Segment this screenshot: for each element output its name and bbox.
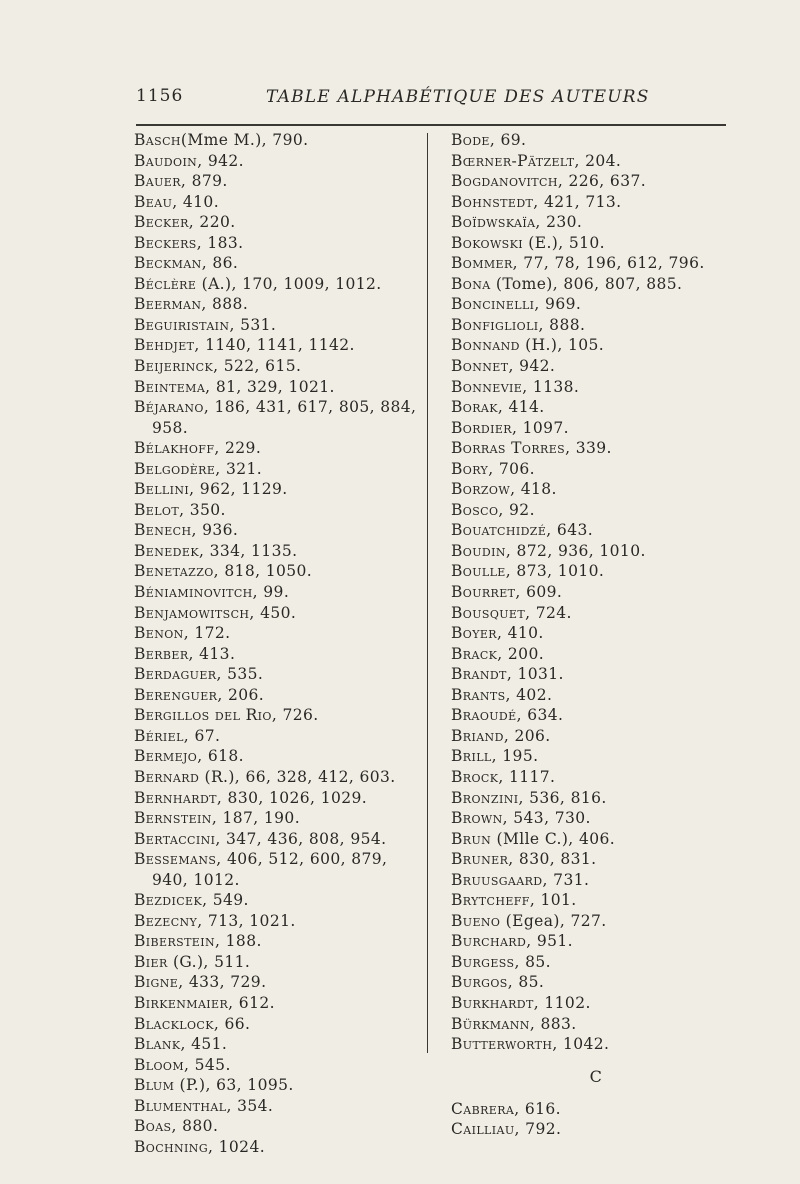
index-entry — [134, 520, 420, 541]
author-name: Benech — [134, 521, 192, 540]
index-entry — [451, 664, 741, 685]
index-entry — [451, 1014, 741, 1035]
index-entry — [134, 993, 420, 1014]
index-entry — [451, 130, 741, 151]
page-references: , 1102. — [533, 993, 591, 1012]
author-name: Bogdanovitch — [451, 172, 558, 191]
page-references: , 969. — [534, 295, 582, 314]
index-entry — [451, 972, 741, 993]
page-references: , 334, 1135. — [198, 541, 298, 560]
author-name: Bonnet — [451, 357, 509, 376]
index-entry — [451, 603, 741, 624]
page-references: , 85. — [514, 952, 551, 971]
page-references: , 206. — [217, 685, 265, 704]
page-references: , 85. — [507, 973, 545, 992]
section-letter: C — [589, 1066, 603, 1086]
index-entry — [451, 520, 741, 541]
index-entry — [451, 438, 741, 459]
author-name: Borak — [451, 398, 498, 417]
index-entry — [134, 171, 420, 192]
page-references: (R.), 66, 328, 412, 603. — [199, 767, 396, 786]
author-name: Beintema — [134, 377, 206, 396]
index-entry — [451, 788, 741, 809]
page-references: , 200. — [497, 644, 545, 663]
author-name: Bourret — [451, 583, 516, 602]
page-references: , 339. — [565, 439, 612, 458]
author-name: Berdaguer — [134, 665, 217, 684]
author-name: Bloom — [134, 1055, 184, 1074]
page-references: (A.), 170, 1009, 1012. — [196, 274, 382, 293]
page-references: , 830, 1026, 1029. — [216, 788, 368, 807]
author-name: Brown — [451, 809, 503, 828]
page-references: , 347, 436, 808, 954. — [215, 829, 387, 848]
page-references: , 1097. — [511, 418, 569, 437]
page-header — [136, 86, 726, 114]
author-name: Beguiristain — [134, 315, 230, 334]
index-entry — [134, 212, 420, 233]
page-references: (Mme M.), 790. — [180, 131, 309, 149]
page-references: , 413. — [188, 644, 236, 663]
author-name: Boyer — [451, 624, 497, 643]
author-name: Bronzini — [451, 788, 519, 807]
author-name: Bürkmann — [451, 1014, 530, 1033]
index-entry — [451, 294, 741, 315]
index-entry — [451, 459, 741, 480]
page-references: , 531. — [229, 315, 277, 334]
index-entry — [134, 1034, 420, 1055]
index-entry — [451, 726, 741, 747]
author-name: Borzow — [451, 480, 511, 499]
index-entry — [451, 397, 741, 418]
right-column — [451, 130, 741, 1140]
page-references: (E.), 510. — [522, 233, 605, 252]
page-references: , 99. — [252, 583, 290, 602]
author-name: Benjamowitsch — [134, 603, 250, 622]
index-entry — [134, 315, 420, 336]
page-references: , 962, 1129. — [189, 480, 288, 499]
author-name: Beerman — [134, 295, 202, 314]
index-entry — [134, 561, 420, 582]
left-column — [134, 130, 420, 1157]
page-references: , 522, 615. — [213, 357, 302, 376]
index-entry — [134, 356, 420, 377]
author-name: Bigne — [134, 973, 179, 992]
author-name: Bélakhoff — [134, 439, 215, 458]
author-name: Bériel — [134, 726, 184, 745]
index-entry — [451, 418, 741, 439]
index-entry — [451, 685, 741, 706]
author-name: Bueno — [451, 911, 501, 930]
index-entry — [451, 479, 741, 500]
author-name: Béclère — [134, 274, 197, 293]
index-entry — [134, 911, 420, 932]
index-entry — [451, 952, 741, 973]
index-entry — [451, 849, 741, 870]
author-name: Burkhardt — [451, 993, 534, 1012]
index-entry — [451, 500, 741, 521]
index-entry — [134, 1116, 420, 1137]
author-name: Boudin — [451, 541, 506, 560]
author-name: Bona — [451, 274, 491, 293]
page-references: , 204. — [574, 151, 622, 170]
index-entry — [134, 664, 420, 685]
index-entry — [134, 746, 420, 767]
author-name: Bordier — [451, 418, 512, 437]
index-entry — [134, 541, 420, 562]
index-entry — [134, 644, 420, 665]
page-references: , 830, 831. — [508, 850, 597, 869]
author-name: Bessemans — [134, 850, 217, 869]
index-entry — [451, 1034, 741, 1055]
page-references: , 634. — [516, 706, 564, 725]
index-entry — [451, 911, 741, 932]
index-entry — [134, 479, 420, 500]
page-references: , 888. — [201, 295, 249, 314]
page-references: , 186, 431, 617, 805, 884, 958. — [152, 398, 417, 437]
page-references: (H.), 105. — [519, 336, 605, 355]
author-name: Béniaminovitch — [134, 583, 253, 602]
page-references: , 229. — [214, 439, 262, 458]
page-references: , 414. — [497, 398, 545, 417]
index-entry — [451, 561, 741, 582]
index-entry — [134, 130, 420, 151]
page-references: , 618. — [197, 747, 245, 766]
author-name: Brants — [451, 685, 506, 704]
column-divider — [427, 133, 428, 1053]
page-references: , 66. — [213, 1014, 251, 1033]
author-name: Brack — [451, 644, 498, 663]
author-name: Bochning — [134, 1137, 208, 1156]
index-entry — [134, 603, 420, 624]
author-name: Basch — [134, 131, 181, 149]
author-name: Benedek — [134, 541, 199, 560]
author-name: Bernhardt — [134, 788, 217, 807]
page-references: , 873, 1010. — [505, 562, 605, 581]
index-entry — [451, 233, 741, 254]
page-references: , 81, 329, 1021. — [205, 377, 335, 396]
page-references: , 183. — [196, 233, 244, 252]
page-references: , 942. — [197, 151, 244, 170]
author-name: Briand — [451, 726, 504, 745]
header-rule — [136, 124, 726, 126]
page-references: , 1138. — [522, 377, 580, 396]
author-name: Bode — [451, 131, 490, 149]
author-name: Beckers — [134, 233, 197, 252]
page-references: (P.), 63, 1095. — [174, 1076, 294, 1095]
page-references: (Mlle C.), 406. — [491, 829, 616, 848]
author-name: Cabrera — [451, 1099, 515, 1118]
index-entry — [134, 233, 420, 254]
author-name: Bœrner-Pätzelt — [451, 151, 575, 170]
index-entry — [134, 274, 420, 295]
page-references: , 226, 637. — [557, 172, 647, 191]
author-name: Baudoin — [134, 151, 198, 170]
author-name: Brun — [451, 829, 492, 848]
author-name: Bernard — [134, 767, 200, 786]
page-references: , 818, 1050. — [213, 562, 313, 581]
page-references: , 450. — [249, 603, 297, 622]
page-references: , 549. — [202, 891, 249, 910]
index-entry — [451, 253, 741, 274]
author-name: Beau — [134, 192, 173, 211]
index-entry — [451, 274, 741, 295]
index-entry — [134, 705, 420, 726]
index-entry — [134, 1055, 420, 1076]
page-references: , 883. — [529, 1014, 577, 1033]
index-entry — [134, 335, 420, 356]
author-name: Boncinelli — [451, 295, 535, 314]
page-references: , 724. — [525, 603, 572, 622]
page-references: , 536, 816. — [518, 788, 607, 807]
page-references: , 609. — [515, 583, 563, 602]
page-references: , 936. — [191, 521, 239, 540]
index-entry — [451, 541, 741, 562]
page-references: , 402. — [505, 685, 553, 704]
index-entry — [451, 746, 741, 767]
page-references: , 1031. — [506, 665, 564, 684]
index-entry — [134, 253, 420, 274]
index-entry — [134, 377, 420, 398]
page-references: , 616. — [514, 1099, 562, 1118]
index-entry — [451, 829, 741, 850]
page-references: , 86. — [201, 254, 239, 273]
index-entry — [134, 151, 420, 172]
index-entry — [451, 870, 741, 891]
author-name: Boïdwskaïa — [451, 213, 536, 232]
page-references: , 187, 190. — [211, 809, 301, 828]
author-name: Bommer — [451, 254, 513, 273]
page-references: , 713, 1021. — [197, 911, 296, 930]
page-references: , 421, 713. — [533, 192, 622, 211]
page-references: (Egea), 727. — [500, 911, 607, 930]
index-entry — [134, 829, 420, 850]
index-entry — [451, 1099, 741, 1120]
index-entry — [451, 1119, 741, 1140]
index-entry — [451, 767, 741, 788]
author-name: Burgess — [451, 952, 515, 971]
index-entry — [451, 151, 741, 172]
author-name: Blank — [134, 1035, 181, 1054]
page-references: , 643. — [546, 521, 594, 540]
author-name: Burchard — [451, 932, 527, 951]
page-references: , 879. — [180, 172, 228, 191]
author-name: Butterworth — [451, 1035, 553, 1054]
author-name: Brill — [451, 747, 492, 766]
author-name: Biberstein — [134, 932, 216, 951]
index-entry — [134, 192, 420, 213]
page-references: , 1024. — [208, 1137, 266, 1156]
author-name: Bokowski — [451, 233, 523, 252]
page-references: , 230. — [535, 213, 583, 232]
author-name: Borras Torres — [451, 439, 566, 458]
author-name: Bory — [451, 459, 489, 478]
index-entry — [451, 335, 741, 356]
author-name: Brock — [451, 767, 499, 786]
page-references: , 792. — [514, 1120, 562, 1139]
index-entry — [134, 1014, 420, 1035]
author-name: Benetazzo — [134, 562, 214, 581]
author-name: Bellini — [134, 480, 190, 499]
page-references: , 543, 730. — [502, 809, 591, 828]
page-references: (Tome), 806, 807, 885. — [490, 274, 683, 293]
author-name: Béjarano — [134, 398, 204, 417]
index-entry — [134, 849, 420, 890]
author-name: Bermejo — [134, 747, 198, 766]
page-number: 1156 — [136, 86, 184, 106]
page-references: , 451. — [180, 1035, 228, 1054]
index-entry — [451, 623, 741, 644]
author-name: Behdjet — [134, 336, 195, 355]
page-references: , 77, 78, 196, 612, 796. — [512, 254, 705, 273]
author-name: Braoudé — [451, 706, 517, 725]
page-references: , 67. — [183, 726, 221, 745]
author-name: Boulle — [451, 562, 506, 581]
page-references: , 206. — [503, 726, 551, 745]
author-name: Belgodère — [134, 459, 216, 478]
page-references: , 1140, 1141, 1142. — [194, 336, 355, 355]
page-references: , 188. — [215, 932, 262, 951]
author-name: Burgos — [451, 973, 508, 992]
author-name: Blumenthal — [134, 1096, 227, 1115]
index-entry — [134, 788, 420, 809]
author-name: Bier — [134, 952, 168, 971]
index-entry — [134, 294, 420, 315]
index-entry — [134, 1137, 420, 1158]
page-references: , 1117. — [498, 767, 556, 786]
page-references: , 726. — [271, 706, 319, 725]
index-entry — [134, 767, 420, 788]
author-name: Bruner — [451, 850, 509, 869]
index-entry — [134, 726, 420, 747]
page-references: , 220. — [188, 213, 236, 232]
author-name: Benon — [134, 624, 184, 643]
index-entry — [134, 459, 420, 480]
author-name: Bonnand — [451, 336, 520, 355]
author-name: Brytcheff — [451, 891, 530, 910]
page-references: , 888. — [538, 315, 586, 334]
page-references: , 92. — [498, 500, 535, 519]
page-references: , 433, 729. — [178, 973, 267, 992]
page-references: , 350. — [179, 500, 226, 519]
author-name: Boas — [134, 1117, 172, 1136]
page-references: , 195. — [491, 747, 539, 766]
author-name: Becker — [134, 213, 189, 232]
page-references: , 410. — [172, 192, 220, 211]
index-entry — [134, 890, 420, 911]
author-name: Bonnevie — [451, 377, 523, 396]
page-references: , 951. — [526, 932, 573, 951]
page-references: , 731. — [542, 870, 590, 889]
page-references: , 942. — [508, 357, 556, 376]
page-references: , 1042. — [552, 1035, 610, 1054]
index-entry — [134, 438, 420, 459]
author-name: Bezdicek — [134, 891, 203, 910]
page-references: , 545. — [184, 1055, 231, 1074]
index-entry — [451, 931, 741, 952]
author-name: Bertaccini — [134, 829, 216, 848]
page-references: , 535. — [216, 665, 264, 684]
author-name: Birkenmaier — [134, 993, 229, 1012]
author-name: Brandt — [451, 665, 507, 684]
index-entry — [451, 993, 741, 1014]
author-name: Cailliau — [451, 1120, 515, 1139]
page-references: , 880. — [171, 1117, 219, 1136]
index-entry — [134, 500, 420, 521]
author-name: Bouatchidzé — [451, 521, 547, 540]
author-name: Berber — [134, 644, 189, 663]
page-references: , 406, 512, 600, 879, 940, 1012. — [152, 850, 388, 889]
author-name: Bergillos del Rio — [134, 706, 272, 725]
index-entry — [134, 1075, 420, 1096]
index-entry — [134, 623, 420, 644]
page-references: , 101. — [529, 891, 577, 910]
index-entry — [451, 212, 741, 233]
author-name: Bauer — [134, 172, 181, 191]
author-name: Bezecny — [134, 911, 198, 930]
page-references: , 418. — [510, 480, 557, 499]
index-entry — [451, 808, 741, 829]
page-references: , 321. — [215, 459, 263, 478]
index-entry — [451, 377, 741, 398]
author-name: Beijerinck — [134, 357, 214, 376]
author-name: Bousquet — [451, 603, 526, 622]
page-references: (G.), 511. — [167, 952, 251, 971]
page-references: , 354. — [226, 1096, 274, 1115]
index-entry — [134, 952, 420, 973]
index-entry — [134, 582, 420, 603]
author-name: Bruusgaard — [451, 870, 543, 889]
author-name: Bosco — [451, 500, 499, 519]
index-entry — [451, 315, 741, 336]
author-name: Bonfiglioli — [451, 315, 539, 334]
author-name: Berenguer — [134, 685, 218, 704]
index-entry — [451, 356, 741, 377]
author-name: Blum — [134, 1076, 175, 1095]
author-name: Beckman — [134, 254, 202, 273]
index-entry — [451, 582, 741, 603]
page-references: , 410. — [496, 624, 544, 643]
index-entry — [134, 397, 420, 438]
index-entry — [451, 192, 741, 213]
index-entry — [451, 890, 741, 911]
index-entry — [451, 171, 741, 192]
page-references: , 69. — [489, 131, 527, 149]
index-entry — [134, 685, 420, 706]
page-references: , 612. — [228, 993, 275, 1012]
page-title: TABLE ALPHABÉTIQUE DES AUTEURS — [266, 87, 650, 107]
index-entry — [451, 644, 741, 665]
page-references: , 172. — [183, 624, 231, 643]
index-entry — [134, 1096, 420, 1117]
page-references: , 706. — [488, 459, 535, 478]
index-entry — [134, 931, 420, 952]
index-entry — [134, 808, 420, 829]
index-entry — [134, 972, 420, 993]
author-name: Bohnstedt — [451, 192, 534, 211]
author-name: Bernstein — [134, 809, 212, 828]
author-name: Blacklock — [134, 1014, 214, 1033]
author-name: Belot — [134, 500, 180, 519]
page-references: , 872, 936, 1010. — [505, 541, 646, 560]
index-entry — [451, 705, 741, 726]
